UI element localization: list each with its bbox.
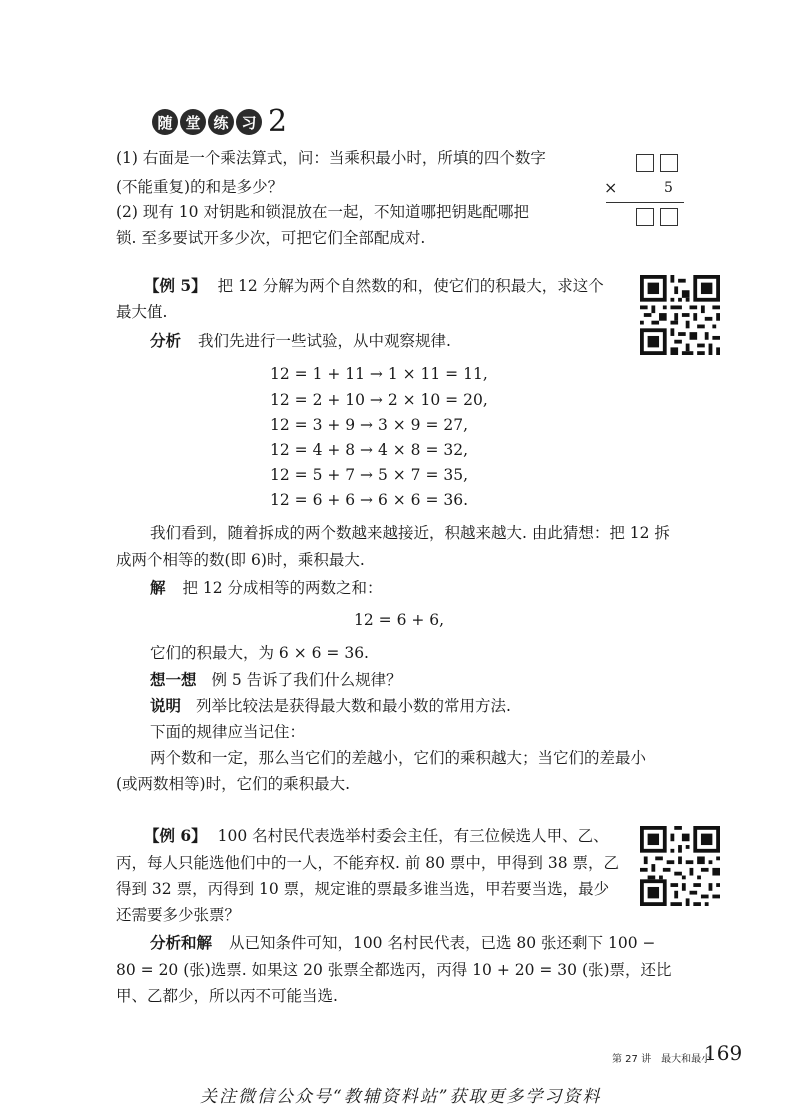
example6-analysis-label: 分析和解 bbox=[150, 933, 213, 952]
example5-solution bbox=[150, 578, 383, 598]
puzzle-digit: 5 bbox=[664, 180, 673, 196]
example5-rule-line1: 两个数和一定，那么当它们的差越小，它们的乘积越大；当它们的差最小 bbox=[150, 749, 647, 767]
example6-line3: 得到 32 票，丙得到 10 票，规定谁的票最多谁当选，甲若要当选，最少 bbox=[116, 880, 610, 898]
example6-analysis-line1 bbox=[150, 933, 655, 953]
example6-line1 bbox=[144, 826, 609, 846]
example5-think-label: 想一想 bbox=[150, 670, 197, 689]
example5-note bbox=[150, 696, 511, 716]
example5-note-text: 列举比较法是获得最大数和最小数的常用方法. bbox=[195, 697, 511, 715]
practice-q1-line2: (不能重复)的和是多少？ bbox=[116, 178, 284, 196]
practice-q2-line2: 锁. 至多要试开多少次，可把它们全部配成对. bbox=[116, 229, 426, 247]
equation-6: 12 = 6 + 6 → 6 × 6 = 36. bbox=[270, 491, 469, 509]
equation-4: 12 = 4 + 8 → 4 × 8 = 32, bbox=[270, 441, 469, 459]
example6-line2: 丙，每人只能选他们中的一人，不能弃权. 前 80 票中，甲得到 38 票，乙 bbox=[116, 854, 620, 872]
section-badge-2: 堂 bbox=[180, 109, 206, 135]
qr-code-example6 bbox=[640, 826, 720, 906]
example5-text: 把 12 分解为两个自然数的和，使它们的积最大，求这个 bbox=[217, 277, 604, 295]
example6-line4: 还需要多少张票？ bbox=[116, 906, 241, 924]
qr-code-example5 bbox=[640, 275, 720, 355]
puzzle-box-3 bbox=[636, 208, 654, 226]
puzzle-box-2 bbox=[660, 154, 678, 172]
example5-analysis bbox=[150, 331, 451, 351]
multiplication-puzzle bbox=[600, 148, 690, 230]
example5-think-text: 例 5 告诉了我们什么规律？ bbox=[211, 671, 402, 689]
equation-3: 12 = 3 + 9 → 3 × 9 = 27, bbox=[270, 416, 469, 434]
footer-watermark-note: 关注微信公众号“教辅资料站”获取更多学习资料 bbox=[200, 1087, 602, 1107]
puzzle-times-sign: × bbox=[604, 178, 618, 197]
section-badge-1: 随 bbox=[152, 109, 178, 135]
footer-page-number: 169 bbox=[704, 1041, 743, 1065]
example5-observe-line1: 我们看到，随着拆成的两个数越来越接近，积越来越大. 由此猜想：把 12 拆 bbox=[150, 524, 670, 542]
puzzle-box-4 bbox=[660, 208, 678, 226]
puzzle-box-1 bbox=[636, 154, 654, 172]
example5-rule-line2: (或两数相等)时，它们的乘积最大. bbox=[116, 775, 351, 793]
example6-analysis-line3: 甲、乙都少，所以丙不可能当选. bbox=[116, 987, 338, 1005]
puzzle-rule-line bbox=[606, 202, 684, 203]
practice-q1-line1: (1) 右面是一个乘法算式，问：当乘积最小时，所填的四个数字 bbox=[116, 149, 546, 167]
example6-analysis-text: 从已知条件可知，100 名村民代表，已选 80 张还剩下 100 − bbox=[228, 934, 656, 952]
example5-line1 bbox=[144, 276, 604, 296]
example5-solution-text: 把 12 分成相等的两数之和： bbox=[182, 579, 383, 597]
practice-q2-line1: (2) 现有 10 对钥匙和锁混放在一起，不知道哪把钥匙配哪把 bbox=[116, 203, 529, 221]
section-badge-4: 习 bbox=[236, 109, 262, 135]
footer-chapter: 第 27 讲 最大和最小 bbox=[612, 1054, 712, 1065]
example5-analysis-label: 分析 bbox=[150, 331, 182, 350]
example6-label: 【例 6】 bbox=[144, 826, 207, 845]
example5-observe-line2: 成两个相等的数(即 6)时，乘积最大. bbox=[116, 551, 365, 569]
section-number: 2 bbox=[268, 104, 288, 139]
example5-solution-label: 解 bbox=[150, 578, 166, 597]
example5-rule-intro: 下面的规律应当记住： bbox=[150, 723, 306, 741]
example5-line2: 最大值. bbox=[116, 303, 168, 321]
section-badge-3: 练 bbox=[208, 109, 234, 135]
example5-label: 【例 5】 bbox=[144, 276, 207, 295]
example5-result: 它们的积最大，为 6 × 6 = 36. bbox=[150, 644, 369, 662]
equation-5: 12 = 5 + 7 → 5 × 7 = 35, bbox=[270, 466, 469, 484]
example5-solution-equation: 12 = 6 + 6, bbox=[354, 611, 445, 629]
example6-analysis-line2: 80 = 20 (张)选票. 如果这 20 张票全都选丙，丙得 10 + 20 = 30 (张)票，还比 bbox=[116, 961, 672, 979]
example5-think bbox=[150, 670, 402, 690]
example5-analysis-text: 我们先进行一些试验，从中观察规律. bbox=[197, 332, 451, 350]
section-header bbox=[152, 104, 288, 139]
equation-2: 12 = 2 + 10 → 2 × 10 = 20, bbox=[270, 391, 488, 409]
equation-1: 12 = 1 + 11 → 1 × 11 = 11, bbox=[270, 365, 488, 383]
example5-note-label: 说明 bbox=[150, 696, 182, 715]
example6-text: 100 名村民代表选举村委会主任，有三位候选人甲、乙、 bbox=[217, 827, 609, 845]
